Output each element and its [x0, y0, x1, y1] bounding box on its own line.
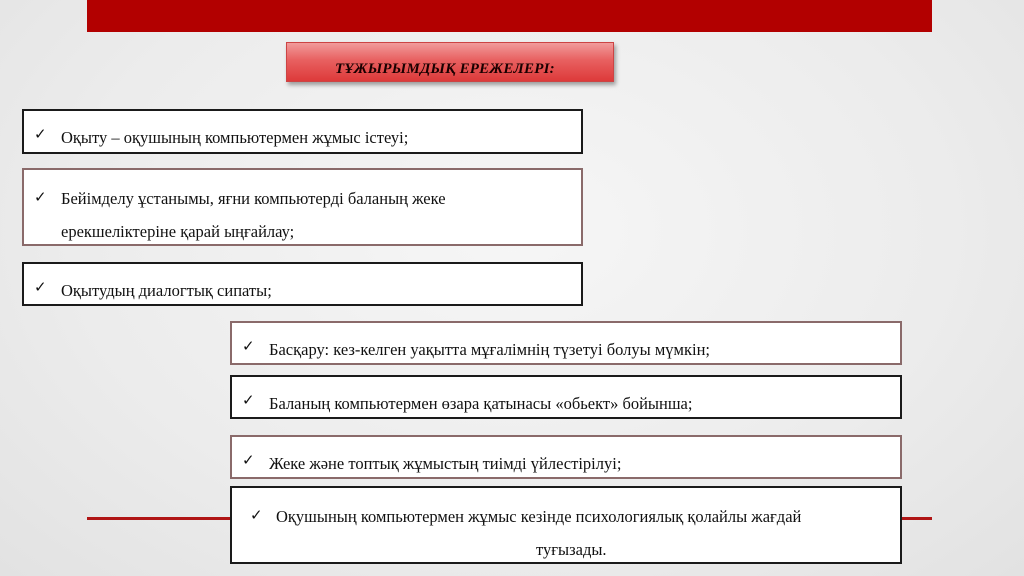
bottom-accent-line-left [87, 517, 232, 520]
list-item [230, 321, 902, 365]
check-mark-icon: ✓ [242, 451, 255, 469]
page-title: ТҰЖЫРЫМДЫҚ ЕРЕЖЕЛЕРІ: [335, 61, 555, 77]
list-item-text-line1: Оқушының компьютермен жұмыс кезінде психологиялық қолайлы жағдай [276, 507, 802, 526]
list-item-text: Жеке және топтық жұмыстың тиімді үйлестірілуі; [269, 454, 622, 473]
list-item-text-line2: ерекшеліктеріне қарай ыңғайлау; [61, 222, 295, 241]
check-mark-icon: ✓ [250, 506, 263, 524]
list-item [22, 109, 583, 154]
list-item [230, 486, 902, 564]
list-item-text: Басқару: кез-келген уақытта мұғалімнің түзетуі болуы мүмкін; [269, 340, 710, 359]
list-item-text: Баланың компьютермен өзара қатынасы «обьект» бойынша; [269, 394, 693, 413]
list-item [230, 435, 902, 479]
list-item-text-line2: туғызады. [536, 540, 607, 559]
check-mark-icon: ✓ [34, 188, 47, 206]
bottom-accent-line-right [900, 517, 932, 520]
check-mark-icon: ✓ [34, 278, 47, 296]
list-item [230, 375, 902, 419]
list-item-text: Оқыту – оқушының компьютермен жұмыс істеуі; [61, 128, 409, 147]
list-item [22, 262, 583, 306]
title-banner [286, 42, 614, 82]
check-mark-icon: ✓ [242, 337, 255, 355]
check-mark-icon: ✓ [242, 391, 255, 409]
list-item-text-line1: Бейімделу ұстанымы, яғни компьютерді баланың жеке [61, 189, 446, 208]
check-mark-icon: ✓ [34, 125, 47, 143]
list-item-text: Оқытудың диалогтық сипаты; [61, 281, 272, 300]
list-item [22, 168, 583, 246]
top-accent-bar [87, 0, 932, 32]
